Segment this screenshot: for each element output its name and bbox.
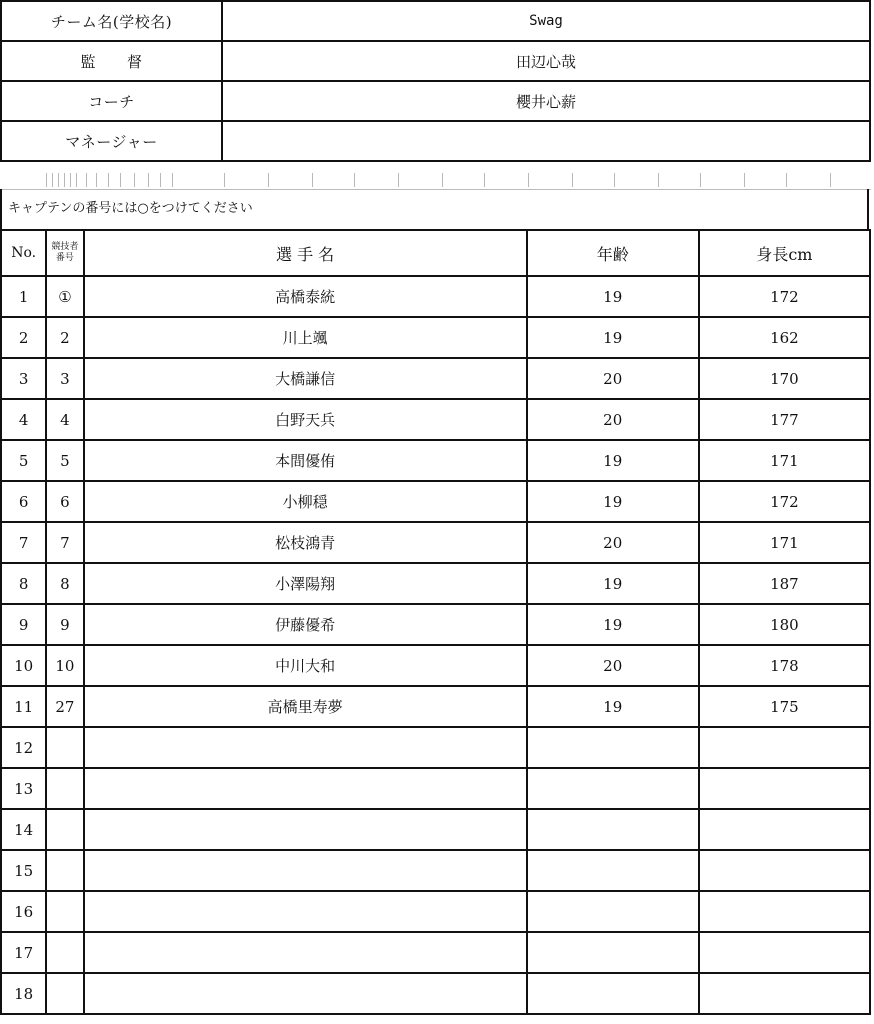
jersey-number	[46, 727, 83, 768]
separator-tick	[658, 173, 659, 187]
header-jersey-number: 競技者番号	[46, 230, 83, 276]
separator-tick	[70, 173, 71, 187]
player-age	[527, 727, 699, 768]
player-name	[84, 727, 527, 768]
player-age: 20	[527, 522, 699, 563]
team-row	[1, 1, 870, 41]
header-no: No.	[1, 230, 46, 276]
table-row	[1, 809, 870, 850]
table-row	[1, 276, 870, 317]
roster-body	[1, 276, 870, 1014]
separator-tick	[160, 173, 161, 187]
coach-row	[1, 41, 870, 81]
table-row	[1, 563, 870, 604]
player-name	[84, 809, 527, 850]
separator-tick	[96, 173, 97, 187]
table-row	[1, 317, 870, 358]
row-number: 12	[1, 727, 46, 768]
row-number: 9	[1, 604, 46, 645]
separator-tick	[108, 173, 109, 187]
separator-tick	[484, 173, 485, 187]
separator-tick	[58, 173, 59, 187]
team-info-table	[0, 0, 871, 162]
player-name: 大橋謙信	[84, 358, 527, 399]
player-height	[699, 973, 870, 1014]
table-row	[1, 686, 870, 727]
jersey-number: 27	[46, 686, 83, 727]
separator-tick	[398, 173, 399, 187]
separator-tick	[354, 173, 355, 187]
table-row	[1, 645, 870, 686]
player-height: 170	[699, 358, 870, 399]
roster-header-row	[1, 230, 870, 276]
player-name: 高橋里寿夢	[84, 686, 527, 727]
player-name: 中川大和	[84, 645, 527, 686]
player-height	[699, 891, 870, 932]
player-name: 川上颯	[84, 317, 527, 358]
player-age: 19	[527, 481, 699, 522]
separator-tick	[442, 173, 443, 187]
player-name	[84, 768, 527, 809]
team-value: Swag	[222, 1, 870, 41]
player-name: 高橋泰統	[84, 276, 527, 317]
table-row	[1, 604, 870, 645]
table-row	[1, 358, 870, 399]
separator-band	[0, 171, 871, 190]
player-age	[527, 973, 699, 1014]
separator-tick	[786, 173, 787, 187]
separator-tick	[224, 173, 225, 187]
player-height: 175	[699, 686, 870, 727]
row-number: 1	[1, 276, 46, 317]
jersey-number: ①	[46, 276, 83, 317]
jersey-number: 4	[46, 399, 83, 440]
separator-tick	[700, 173, 701, 187]
table-row	[1, 891, 870, 932]
separator-tick	[528, 173, 529, 187]
separator-tick	[268, 173, 269, 187]
manager-value	[222, 121, 870, 161]
row-number: 6	[1, 481, 46, 522]
jersey-number	[46, 973, 83, 1014]
jersey-number	[46, 809, 83, 850]
separator-tick	[614, 173, 615, 187]
row-number: 3	[1, 358, 46, 399]
player-height	[699, 809, 870, 850]
separator-tick	[572, 173, 573, 187]
player-age: 20	[527, 645, 699, 686]
table-row	[1, 522, 870, 563]
player-name	[84, 932, 527, 973]
row-number: 7	[1, 522, 46, 563]
table-row	[1, 768, 870, 809]
player-age: 19	[527, 276, 699, 317]
separator-tick	[46, 173, 47, 187]
row-number: 10	[1, 645, 46, 686]
player-height: 171	[699, 440, 870, 481]
player-height: 177	[699, 399, 870, 440]
row-number: 5	[1, 440, 46, 481]
separator-tick	[64, 173, 65, 187]
coach-label: 監 督	[1, 41, 222, 81]
separator-tick	[76, 173, 77, 187]
assistant-coach-value: 櫻井心薪	[222, 81, 870, 121]
row-number: 16	[1, 891, 46, 932]
player-age	[527, 850, 699, 891]
header-player-name: 選 手 名	[84, 230, 527, 276]
separator-tick	[52, 173, 53, 187]
player-age: 20	[527, 399, 699, 440]
table-row	[1, 399, 870, 440]
player-height: 187	[699, 563, 870, 604]
jersey-number: 10	[46, 645, 83, 686]
player-age: 19	[527, 686, 699, 727]
table-row	[1, 440, 870, 481]
separator-tick	[148, 173, 149, 187]
jersey-number	[46, 891, 83, 932]
table-row	[1, 727, 870, 768]
player-name	[84, 973, 527, 1014]
jersey-number: 9	[46, 604, 83, 645]
jersey-number: 2	[46, 317, 83, 358]
player-height: 180	[699, 604, 870, 645]
player-age: 20	[527, 358, 699, 399]
player-height: 171	[699, 522, 870, 563]
jersey-number: 3	[46, 358, 83, 399]
jersey-number	[46, 768, 83, 809]
row-number: 17	[1, 932, 46, 973]
player-age	[527, 768, 699, 809]
header-height: 身長cm	[699, 230, 870, 276]
separator-tick	[120, 173, 121, 187]
player-height	[699, 727, 870, 768]
player-name: 小柳穏	[84, 481, 527, 522]
player-name: 本間優侑	[84, 440, 527, 481]
separator-tick	[172, 173, 173, 187]
player-height	[699, 850, 870, 891]
row-number: 14	[1, 809, 46, 850]
team-label: チーム名(学校名)	[1, 1, 222, 41]
coach-value: 田辺心哉	[222, 41, 870, 81]
jersey-number: 8	[46, 563, 83, 604]
separator-tick	[134, 173, 135, 187]
table-row	[1, 850, 870, 891]
player-name	[84, 891, 527, 932]
manager-label: マネージャー	[1, 121, 222, 161]
row-number: 11	[1, 686, 46, 727]
player-name: 伊藤優希	[84, 604, 527, 645]
table-row	[1, 973, 870, 1014]
jersey-number: 7	[46, 522, 83, 563]
player-age: 19	[527, 440, 699, 481]
row-number: 13	[1, 768, 46, 809]
table-row	[1, 932, 870, 973]
player-age	[527, 932, 699, 973]
player-height: 162	[699, 317, 870, 358]
jersey-number: 5	[46, 440, 83, 481]
player-height: 172	[699, 276, 870, 317]
player-age: 19	[527, 317, 699, 358]
separator-tick	[86, 173, 87, 187]
captain-note: キャプテンの番号には○をつけてください	[0, 189, 869, 229]
player-height: 178	[699, 645, 870, 686]
player-age	[527, 891, 699, 932]
separator-tick	[830, 173, 831, 187]
separator-tick	[744, 173, 745, 187]
player-height	[699, 768, 870, 809]
player-age	[527, 809, 699, 850]
player-height	[699, 932, 870, 973]
separator-tick	[312, 173, 313, 187]
player-age: 19	[527, 563, 699, 604]
row-number: 15	[1, 850, 46, 891]
table-row	[1, 481, 870, 522]
player-name	[84, 850, 527, 891]
row-number: 2	[1, 317, 46, 358]
row-number: 4	[1, 399, 46, 440]
player-name: 松枝鴻青	[84, 522, 527, 563]
player-name: 白野天兵	[84, 399, 527, 440]
player-age: 19	[527, 604, 699, 645]
player-height: 172	[699, 481, 870, 522]
assistant-coach-row	[1, 81, 870, 121]
assistant-coach-label: コーチ	[1, 81, 222, 121]
header-age: 年齢	[527, 230, 699, 276]
jersey-number: 6	[46, 481, 83, 522]
manager-row	[1, 121, 870, 161]
jersey-number	[46, 850, 83, 891]
row-number: 18	[1, 973, 46, 1014]
player-roster-table	[0, 229, 871, 1015]
jersey-number	[46, 932, 83, 973]
player-name: 小澤陽翔	[84, 563, 527, 604]
row-number: 8	[1, 563, 46, 604]
